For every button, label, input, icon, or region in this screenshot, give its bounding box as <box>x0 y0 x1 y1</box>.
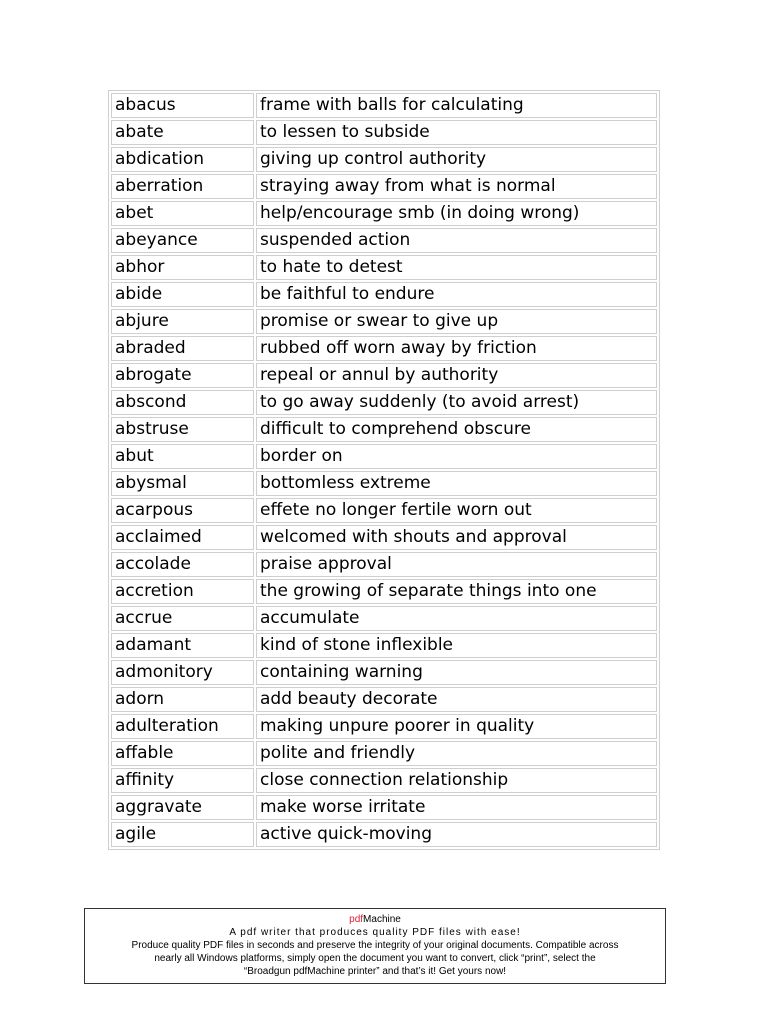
glossary-row <box>111 660 657 685</box>
footer-tagline: A pdf writer that produces quality PDF files with ease! <box>229 927 521 938</box>
glossary-row <box>111 606 657 631</box>
glossary-definition: the growing of separate things into one <box>256 579 657 604</box>
glossary-row <box>111 687 657 712</box>
glossary-row <box>111 444 657 469</box>
glossary-definition: containing warning <box>256 660 657 685</box>
glossary-definition: giving up control authority <box>256 147 657 172</box>
glossary-word: admonitory <box>111 660 254 685</box>
glossary-definition: difficult to comprehend obscure <box>256 417 657 442</box>
glossary-word: aberration <box>111 174 254 199</box>
glossary-word: abut <box>111 444 254 469</box>
glossary-row <box>111 768 657 793</box>
glossary-definition: effete no longer fertile worn out <box>256 498 657 523</box>
glossary-definition: welcomed with shouts and approval <box>256 525 657 550</box>
glossary-word: abacus <box>111 93 254 118</box>
glossary-word: abrogate <box>111 363 254 388</box>
glossary-row <box>111 822 657 847</box>
glossary-word: abstruse <box>111 417 254 442</box>
glossary-word: adamant <box>111 633 254 658</box>
glossary-word: abate <box>111 120 254 145</box>
glossary-word: adulteration <box>111 714 254 739</box>
glossary-definition: polite and friendly <box>256 741 657 766</box>
glossary-word: accrue <box>111 606 254 631</box>
glossary-row <box>111 579 657 604</box>
glossary-word: affinity <box>111 768 254 793</box>
glossary-row <box>111 498 657 523</box>
glossary-word: affable <box>111 741 254 766</box>
footer-brand <box>85 913 665 926</box>
glossary-row <box>111 795 657 820</box>
glossary-word: abet <box>111 201 254 226</box>
footer-line-1: Produce quality PDF files in seconds and preserve the integrity of your original documents. Compatible across <box>131 940 619 951</box>
glossary-word: abjure <box>111 309 254 334</box>
glossary-row <box>111 201 657 226</box>
glossary-row <box>111 714 657 739</box>
glossary-definition: promise or swear to give up <box>256 309 657 334</box>
glossary-body <box>111 93 657 847</box>
brand-suffix: Machine <box>363 914 401 925</box>
glossary-definition: rubbed off worn away by friction <box>256 336 657 361</box>
footer-line-2: nearly all Windows platforms, simply open the document you want to convert, click “print”, select the <box>154 953 596 964</box>
glossary-word: abdication <box>111 147 254 172</box>
glossary-definition: accumulate <box>256 606 657 631</box>
glossary-word: accretion <box>111 579 254 604</box>
glossary-row <box>111 471 657 496</box>
glossary-row <box>111 417 657 442</box>
glossary-definition: bottomless extreme <box>256 471 657 496</box>
glossary-word: acarpous <box>111 498 254 523</box>
glossary-word: abeyance <box>111 228 254 253</box>
glossary-definition: repeal or annul by authority <box>256 363 657 388</box>
pdfmachine-footer <box>84 908 666 984</box>
glossary-row <box>111 309 657 334</box>
glossary-row <box>111 228 657 253</box>
brand-prefix: pdf <box>349 914 364 925</box>
glossary-word: abysmal <box>111 471 254 496</box>
glossary-definition: help/encourage smb (in doing wrong) <box>256 201 657 226</box>
glossary-row <box>111 633 657 658</box>
glossary-word: adorn <box>111 687 254 712</box>
glossary-word: accolade <box>111 552 254 577</box>
glossary-word: abhor <box>111 255 254 280</box>
glossary-row <box>111 147 657 172</box>
glossary-word: aggravate <box>111 795 254 820</box>
glossary-definition: to hate to detest <box>256 255 657 280</box>
glossary-row <box>111 390 657 415</box>
glossary-definition: close connection relationship <box>256 768 657 793</box>
glossary-definition: to lessen to subside <box>256 120 657 145</box>
glossary-definition: kind of stone inflexible <box>256 633 657 658</box>
glossary-definition: suspended action <box>256 228 657 253</box>
glossary-row <box>111 552 657 577</box>
footer-line-3: “Broadgun pdfMachine printer” and that’s it! Get yours now! <box>243 966 507 977</box>
glossary-word: agile <box>111 822 254 847</box>
glossary-row <box>111 120 657 145</box>
glossary-table <box>108 90 660 850</box>
glossary-row <box>111 255 657 280</box>
glossary-definition: praise approval <box>256 552 657 577</box>
glossary-row <box>111 525 657 550</box>
glossary-word: abide <box>111 282 254 307</box>
glossary-definition: frame with balls for calculating <box>256 93 657 118</box>
glossary-definition: to go away suddenly (to avoid arrest) <box>256 390 657 415</box>
glossary-definition: add beauty decorate <box>256 687 657 712</box>
glossary-definition: make worse irritate <box>256 795 657 820</box>
glossary-definition: making unpure poorer in quality <box>256 714 657 739</box>
glossary-definition: border on <box>256 444 657 469</box>
glossary-row <box>111 363 657 388</box>
glossary-row <box>111 174 657 199</box>
glossary-row <box>111 741 657 766</box>
glossary-definition: straying away from what is normal <box>256 174 657 199</box>
glossary-definition: active quick-moving <box>256 822 657 847</box>
glossary-row <box>111 336 657 361</box>
glossary-definition: be faithful to endure <box>256 282 657 307</box>
glossary-word: abscond <box>111 390 254 415</box>
glossary-word: abraded <box>111 336 254 361</box>
glossary-word: acclaimed <box>111 525 254 550</box>
glossary-row <box>111 93 657 118</box>
glossary-row <box>111 282 657 307</box>
